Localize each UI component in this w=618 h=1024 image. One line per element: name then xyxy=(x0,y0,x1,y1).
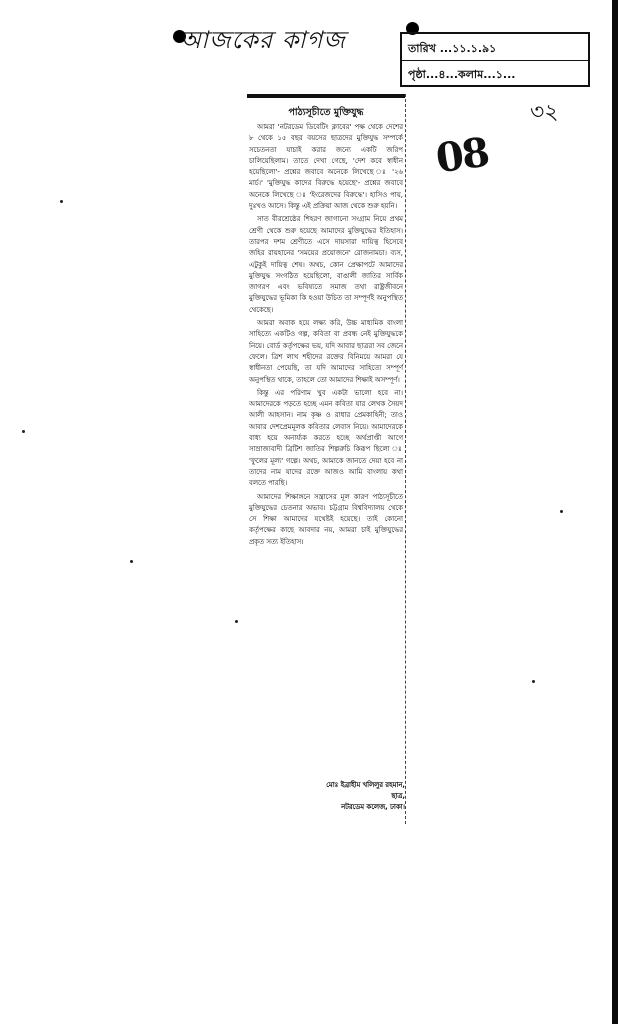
scan-speck xyxy=(560,510,563,513)
scan-speck xyxy=(22,430,25,433)
article-signature xyxy=(277,780,405,813)
date-stamp-box xyxy=(400,32,590,87)
article-paragraph: আমরা 'নটরডেম ডিবেটিং ক্লাবের' পক্ষ থেকে দেশের ৮ থেকে ১৫ বছর বয়সের ছাত্রদের মুক্তিযুদ্ধ সম্পর্কে সচেতনতা যাচাই করার জন্যে একটি জরিপ চালিয়েছিলাম। তাতে দেখা গেছে, 'দেশ কবে স্বাধীন হয়েছিলো'- প্রশ্নের জবাবে অনেকে লিখেছে ঃ '২৬ মার্চ।' 'মুক্তিযুদ্ধ কাদের বিরুদ্ধে হয়েছে'- প্রশ্নের জবাবে অনেকে লিখেছে ঃ 'ইংরেজদের বিরুদ্ধে'। হাসিও পায়, দুঃখও আসে। কিন্তু এই প্রক্রিয়া আজ থেকে শুরু হয়নি। xyxy=(249,123,403,211)
signature-role: ছাত্র, xyxy=(391,792,405,800)
signature-college: নটরডেম কলেজ, ঢাকা। xyxy=(341,803,405,811)
stamp-page-column: পৃষ্ঠা...৪...কলাম...১... xyxy=(408,68,516,81)
article-paragraph: কিন্তু এর পরিণাম খুব একটা ভালো হবে না। আমাদেরকে পড়তে হচ্ছে এমন কবিতা যার লেখক সৈয়দ আলী আহসান। নাম কৃষ্ণ ও রাধার প্রেমকাহিনী; তাও আবার দেশপ্রেমমূলক কবিতার লেবাস নিয়ে। আমাদেরকে বাধ্য হয়ে অনার্য্যক করতে হচ্ছে অর্থপ্রাপ্তী আগে সাম্রাজ্যবাদী ব্রিটিশ জাতির শিল্পরুচি কিরূপ ছিলো ঃ 'ফুলের মূল্য' গল্পে। অথচ, আমাকে জানতে দেয়া হবে না তাদের নাম যাদের রক্তে আজও আমি বাংলায় কথা বলতে পারছি। xyxy=(249,388,403,488)
scan-speck xyxy=(130,560,133,563)
stamp-divider xyxy=(402,60,588,61)
signature-name: মোঃ ইব্রাহীম খলিলুর রহমান, xyxy=(326,781,405,789)
scan-edge xyxy=(612,0,618,1024)
scan-speck xyxy=(532,680,535,683)
page-number-handwritten: ৩২ xyxy=(530,100,559,125)
article-body xyxy=(249,122,403,550)
article-paragraph: আমরা অবাক হয়ে লক্ষ্য করি, উচ্চ মাধ্যমিক বাংলা সাহিত্যে একটিও গল্প, কবিতা বা প্রবন্ধ নেই মুক্তিযুদ্ধকে নিয়ে। বোর্ড কর্তৃপক্ষের ভয়, যদি আবার ছাত্ররা সব জেনে ফেলে। ত্রিশ লাখ শহীদের রক্তের বিনিময়ে আমরা যে স্বাধীনতা পেয়েছি, তা যদি আমাদের সাহিত্যে সম্পূর্ণ অনুপস্থিত থাকে, তাহলে তো আমাদের শিক্ষাই অসম্পূর্ণ। xyxy=(249,319,403,384)
scan-speck xyxy=(60,200,63,203)
clipping-number-handwritten: 08 xyxy=(432,128,491,183)
article-paragraph: আমাদের শিক্ষাঙ্গনে সন্ত্রাসের মূল কারণ পাঠ্যসূচীতে মুক্তিযুদ্ধের চেতনার অভাব। চট্টগ্রাম বিশ্ববিদ্যালয় থেকে সে শিক্ষা আমাদের যথেষ্টই হয়েছে। তাই কোনো কর্তৃপক্ষের কাছে আবদার নয়, আমরা চাই মুক্তিযুদ্ধের প্রকৃত সত্য ইতিহাস। xyxy=(249,492,403,546)
newspaper-name-handwritten: আজকের কাগজ xyxy=(180,26,346,54)
clipping-top-rule xyxy=(247,94,405,98)
newspaper-clipping xyxy=(247,94,406,824)
article-paragraph: সাত বীরশ্রেষ্ঠের শিহরণ জাগানো সংগ্রাম নিয়ে প্রথম শ্রেণী থেকে শুরু হয়েছে আমাদের মুক্তিযুদ্ধের ইতিহাস। তারপর দশম শ্রেণীতে এসে দায়সারা দায়িত্ব হিসেবে জহির রায়হানের 'সময়ের প্রয়োজনে' রোজনামচা। ব্যস, এটুকুই দায়িত্ব শেষ। অথচ, কোন প্রেক্ষাপটে আমাদের মুক্তিযুদ্ধ সংগঠিত হয়েছিলো, বাঙালী জাতির সার্বিক জাগরণ এবং ভবিষ্যতে সমাজ তথা রাষ্ট্রজীবনে মুক্তিযুদ্ধের ভূমিকা কি হওয়া উচিত তা সম্পূর্ণই অনুপস্থিত থেকেছে। xyxy=(249,215,403,314)
stamp-date: তারিখ ...১১.১.৯১ xyxy=(408,42,497,55)
article-title: পাঠ্যসূচীতে মুক্তিযুদ্ধ xyxy=(288,107,364,118)
scan-speck xyxy=(235,620,238,623)
